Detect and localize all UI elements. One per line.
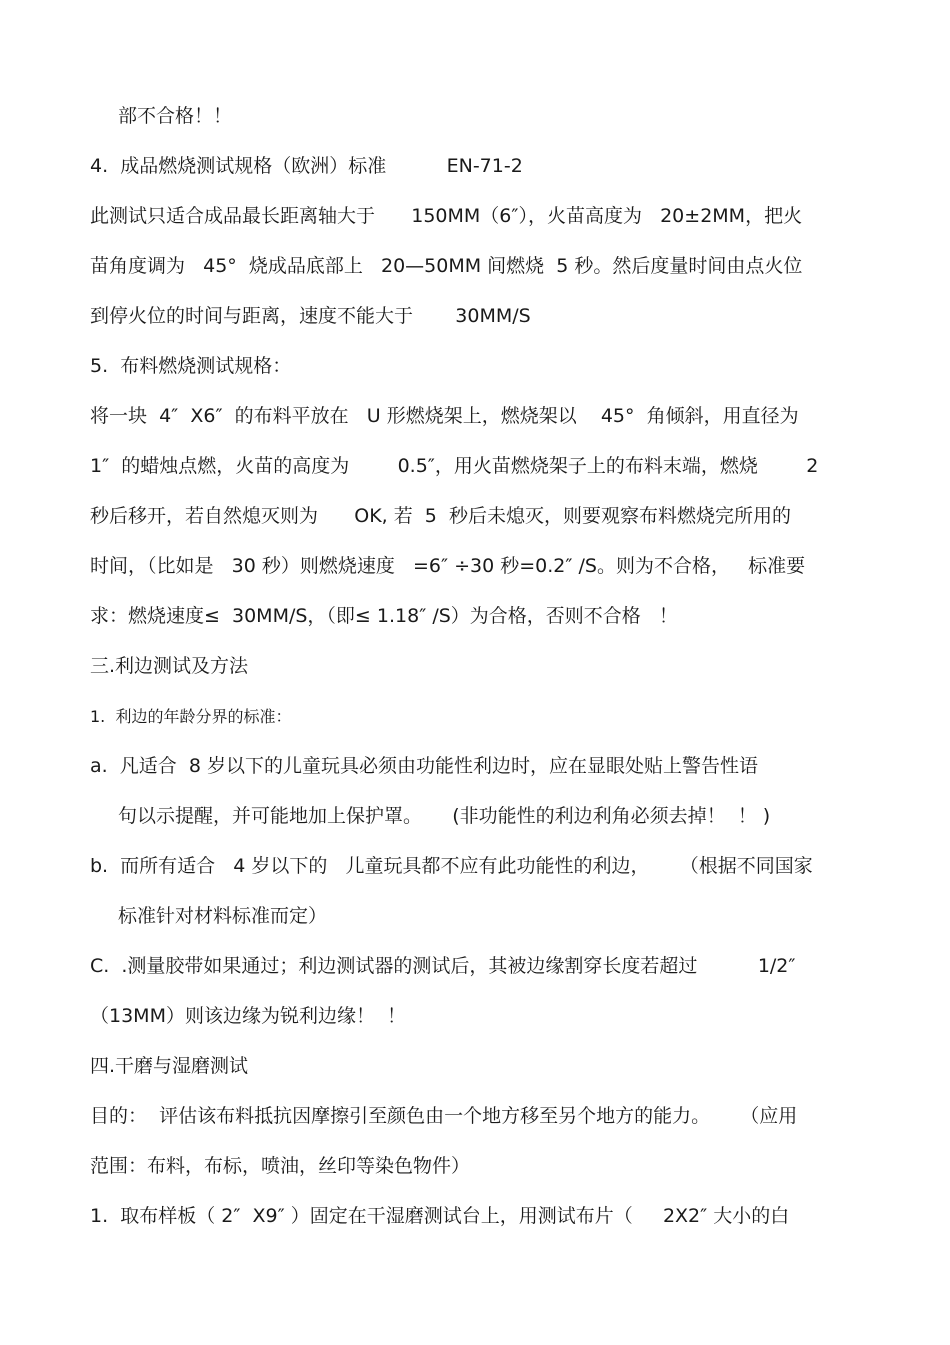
text-line: 此测试只适合成品最长距离轴大于 150MM（6″），火苗高度为 20±2MM，把火 — [90, 205, 803, 227]
text-line: 苗角度调为 45° 烧成品底部上 20—50MM 间燃烧 5 秒。然后度量时间由点火位 — [90, 255, 803, 277]
list-item: C. .测量胶带如果通过；利边测试器的测试后，其被边缘割穿长度若超过 1/2″ — [90, 955, 796, 977]
text-line: 标准针对材料标准而定） — [118, 905, 328, 927]
text-line: 1″ 的蜡烛点燃，火苗的高度为 0.5″，用火苗燃烧架子上的布料末端，燃烧 2 — [90, 455, 819, 477]
text-line: 求：燃烧速度≤ 30MM/S，（即≤ 1.18″ /S）为合格，否则不合格 ！ — [90, 605, 678, 627]
section-heading: 4. 成品燃烧测试规格（欧洲）标准 EN-71-2 — [90, 155, 523, 177]
section-heading: 四.干磨与湿磨测试 — [90, 1055, 249, 1077]
section-heading: 三.利边测试及方法 — [90, 655, 249, 677]
text-line: （13MM）则该边缘为锐利边缘！ ！ — [90, 1005, 407, 1027]
text-line: 到停火位的时间与距离，速度不能大于 30MM/S — [90, 305, 531, 327]
list-item: 1. 取布样板（ 2″ X9″ ）固定在干湿磨测试台上，用测试布片（ 2X2″ 大小的白 — [90, 1205, 790, 1227]
text-line: 句以示提醒，并可能地加上保护罩。 (非功能性的利边利角必须去掉！ ！ ) — [118, 805, 771, 827]
subsection-heading: 1. 利边的年龄分界的标准： — [90, 707, 292, 726]
text-line: 部不合格！！ — [118, 105, 233, 127]
text-line: 时间，（比如是 30 秒）则燃烧速度 =6″ ÷30 秒=0.2″ /S。则为不合格， 标准要 — [90, 555, 806, 577]
list-item: a. 凡适合 8 岁以下的儿童玩具必须由功能性利边时，应在显眼处贴上警告性语 — [90, 755, 758, 777]
list-item: b. 而所有适合 4 岁以下的 儿童玩具都不应有此功能性的利边， （根据不同国家 — [90, 855, 813, 877]
section-heading: 5. 布料燃烧测试规格： — [90, 355, 292, 377]
text-line: 范围：布料，布标，喷油，丝印等染色物件） — [90, 1155, 471, 1177]
text-line: 目的： 评估该布料抵抗因摩擦引至颜色由一个地方移至另个地方的能力。 （应用 — [90, 1105, 798, 1127]
text-line: 秒后移开，若自然熄灭则为 OK, 若 5 秒后未熄灭，则要观察布料燃烧完所用的 — [90, 505, 791, 527]
text-line: 将一块 4″ X6″ 的布料平放在 U 形燃烧架上，燃烧架以 45° 角倾斜，用直径为 — [90, 405, 799, 427]
